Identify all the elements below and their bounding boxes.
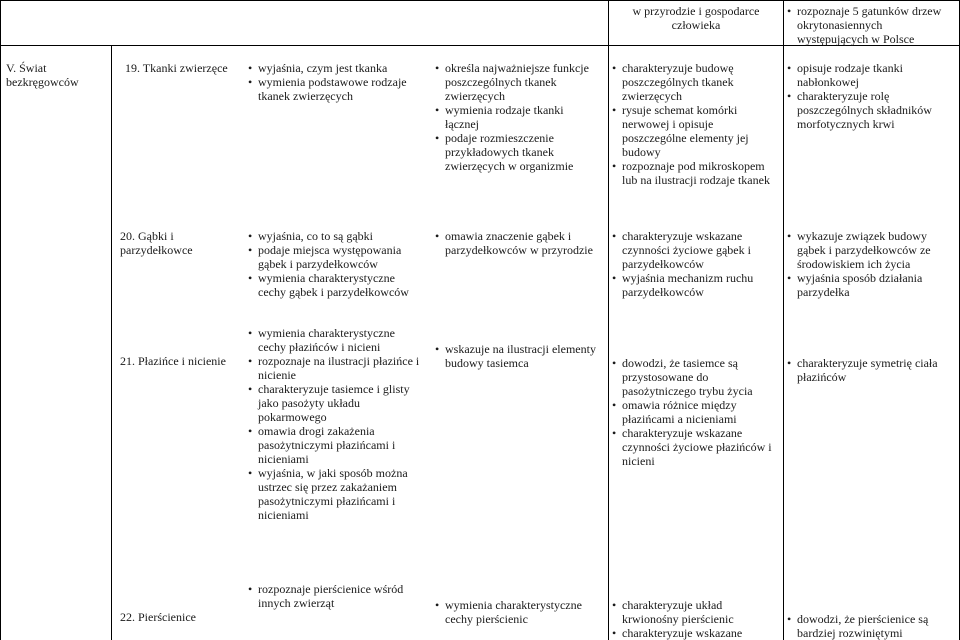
top-row-col6-cell <box>787 4 955 46</box>
list-item: • charakteryzuje wskazane <box>612 626 780 640</box>
requirements-excellent-cell <box>787 612 955 640</box>
list-item: • rozpoznaje pierścienice wśród innych zwierząt <box>248 582 424 610</box>
requirements-basic-cell <box>248 229 424 299</box>
requirements-excellent-cell <box>787 61 955 131</box>
list-item: • określa najważniejsze funkcje poszczególnych tkanek zwierzęcych <box>435 61 595 103</box>
requirements-list <box>435 342 605 370</box>
list-item: • wymienia charakterystyczne cechy płazińców i nicieni <box>248 326 424 354</box>
requirements-list <box>435 229 605 257</box>
list-item: • wyjaśnia sposób działania parzydełka <box>787 271 955 299</box>
topic-cell: 19. Tkanki zwierzęce <box>125 61 228 75</box>
topic-cell: 22. Pierścienice <box>120 610 196 624</box>
requirements-list <box>612 61 780 187</box>
list-item: • wyjaśnia, w jaki sposób można ustrzec się przez zakażaniem pasożytniczymi płazińcami i nicieniami <box>248 466 424 522</box>
list-item: • wymienia charakterystyczne cechy gąbek i parzydełkowców <box>248 271 424 299</box>
requirements-advanced-cell <box>612 61 780 187</box>
list-item: • charakteryzuje wskazane czynności życiowe gąbek i parzydełkowców <box>612 229 780 271</box>
list-item: • charakteryzuje budowę poszczególnych tkanek zwierzęcych <box>612 61 780 103</box>
list-item: • podaje miejsca występowania gąbek i parzydełkowców <box>248 243 424 271</box>
list-item: • charakteryzuje tasiemce i glisty jako pasożyty układu pokarmowego <box>248 382 424 424</box>
requirements-extended-cell <box>435 598 605 626</box>
list-item: • charakteryzuje symetrię ciała płazińców <box>787 356 955 384</box>
requirements-advanced-cell <box>612 356 780 468</box>
table-column-divider <box>111 45 112 640</box>
requirements-list <box>612 229 780 299</box>
list-item: • wymienia rodzaje tkanki łącznej <box>435 103 595 131</box>
requirements-list <box>612 356 780 468</box>
top-row-col4-text: w przyrodzie i gospodarce człowieka <box>632 4 760 32</box>
requirements-list <box>435 61 595 173</box>
list-item: • rozpoznaje na ilustracji płazińce i nicienie <box>248 354 424 382</box>
list-item: • podaje rozmieszczenie przykładowych tkanek zwierzęcych w organizmie <box>435 131 595 173</box>
list-item: • omawia różnice między płazińcami a nicieniami <box>612 398 780 426</box>
list-item: • wymienia charakterystyczne cechy pierścienic <box>435 598 605 626</box>
requirements-list <box>787 612 955 640</box>
list-item: • omawia znaczenie gąbek i parzydełkowców w przyrodzie <box>435 229 605 257</box>
requirements-extended-cell <box>435 61 595 173</box>
requirements-list <box>248 229 424 299</box>
requirements-list <box>248 326 424 522</box>
list-item: • opisuje rodzaje tkanki nabłonkowej <box>787 61 955 89</box>
list-item: • wykazuje związek budowy gąbek i parzydełkowców ze środowiskiem ich życia <box>787 229 955 271</box>
list-item: • wyjaśnia, czym jest tkanka <box>248 61 424 75</box>
requirements-extended-cell <box>435 229 605 257</box>
topic-cell: 20. Gąbki i parzydełkowce <box>120 229 193 257</box>
requirements-basic-cell <box>248 326 424 522</box>
list-item: • rozpoznaje 5 gatunków drzew okrytonasiennych występujących w Polsce <box>787 4 955 46</box>
table-border-top <box>0 0 960 1</box>
table-border-left <box>0 0 1 640</box>
table-column-divider <box>783 0 784 640</box>
requirements-basic-cell <box>248 582 424 610</box>
list-item: • charakteryzuje układ krwionośny pierścienic <box>612 598 780 626</box>
list-item: • omawia drogi zakażenia pasożytniczymi płazińcami i nicieniami <box>248 424 424 466</box>
requirements-advanced-cell <box>612 598 780 640</box>
requirements-list <box>787 356 955 384</box>
top-row-col6-list <box>787 4 955 46</box>
requirements-excellent-cell <box>787 229 955 299</box>
table-column-divider <box>608 0 609 640</box>
requirements-list <box>248 582 424 610</box>
requirements-basic-cell <box>248 61 424 103</box>
list-item: • rozpoznaje pod mikroskopem lub na ilustracji rodzaje tkanek <box>612 159 780 187</box>
list-item: • wymienia podstawowe rodzaje tkanek zwierzęcych <box>248 75 424 103</box>
section-label: V. Świat bezkręgowców <box>6 61 79 89</box>
list-item: • dowodzi, że tasiemce są przystosowane do pasożytniczego trybu życia <box>612 356 780 398</box>
topic-cell: 21. Płazińce i nicienie <box>120 354 226 368</box>
list-item: • charakteryzuje wskazane czynności życiowe płazińców i nicieni <box>612 426 780 468</box>
requirements-list <box>787 61 955 131</box>
list-item: • wyjaśnia, co to są gąbki <box>248 229 424 243</box>
requirements-list <box>435 598 605 626</box>
requirements-extended-cell <box>435 342 605 370</box>
requirements-list <box>248 61 424 103</box>
list-item: • rysuje schemat komórki nerwowej i opisuje poszczególne elementy jej budowy <box>612 103 780 159</box>
requirements-list <box>612 598 780 640</box>
requirements-advanced-cell <box>612 229 780 299</box>
requirements-excellent-cell <box>787 356 955 384</box>
list-item: • dowodzi, że pierścienice są bardziej rozwiniętymi <box>787 612 955 640</box>
list-item: • wskazuje na ilustracji elementy budowy tasiemca <box>435 342 605 370</box>
list-item: • charakteryzuje rolę poszczególnych składników morfotycznych krwi <box>787 89 955 131</box>
requirements-list <box>787 229 955 299</box>
list-item: • wyjaśnia mechanizm ruchu parzydełkowców <box>612 271 780 299</box>
